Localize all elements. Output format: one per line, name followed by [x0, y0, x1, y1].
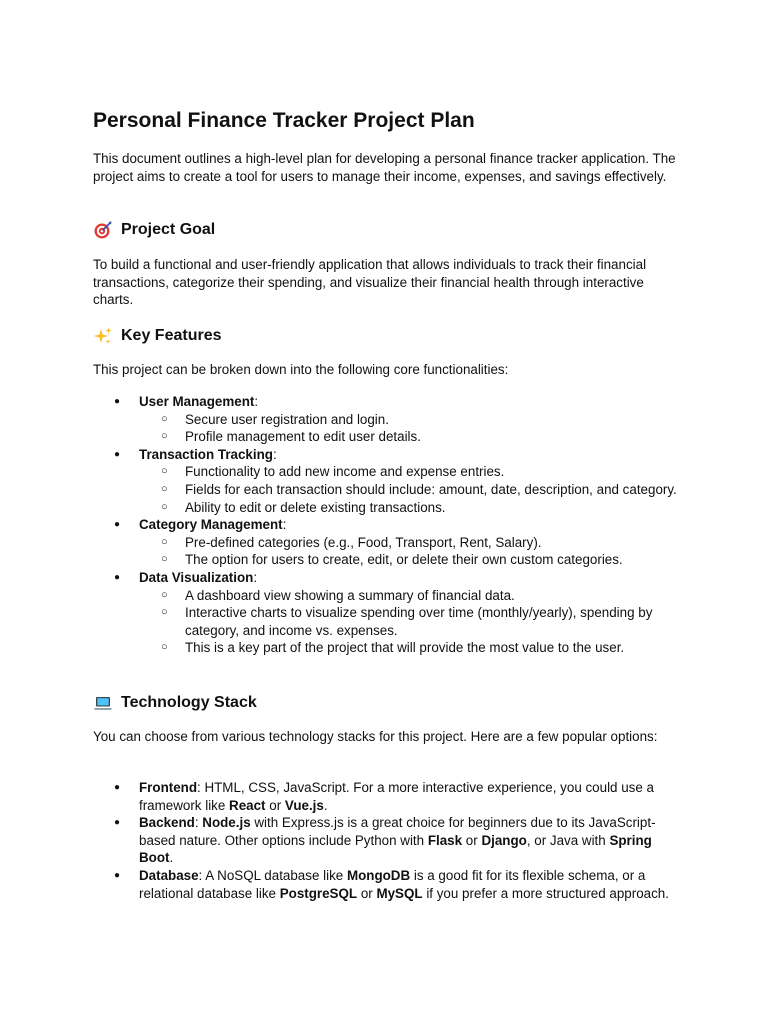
sub-list	[139, 534, 683, 569]
project-goal-heading	[93, 220, 215, 240]
database-label: Database	[139, 867, 199, 883]
database-text: is a good fit for its flexible schema, or a relational database like	[139, 867, 646, 901]
list-item	[93, 516, 683, 569]
sub-list-item: ○ This is a key part of the project that will provide the most value to the user.	[139, 639, 683, 657]
list-item	[93, 446, 683, 516]
frontend-text: .	[323, 797, 328, 813]
flask-label: Flask	[427, 832, 463, 848]
sub-list	[139, 587, 683, 657]
feature-title: User Management	[139, 394, 255, 409]
sub-list	[139, 463, 683, 516]
sub-list-item: ○ The option for users to create, edit, or delete their own custom categories.	[139, 551, 683, 569]
list-item-frontend	[93, 779, 683, 814]
postgresql-label: PostgreSQL	[279, 885, 358, 901]
feature-separator: :	[272, 446, 277, 462]
intro-paragraph: This document outlines a high-level plan for developing a personal finance tracker application. The project aims to create a tool for users to manage their income, expenses, and savings effectively.	[93, 151, 676, 184]
mongodb-label: MongoDB	[346, 867, 411, 883]
project-goal-text: To build a functional and user-friendly application that allows individuals to track their financial transactions, categorize their spending, and visualize their financial health through interactive charts.	[93, 257, 647, 308]
sub-list-item: ○ Functionality to add new income and expense entries.	[139, 463, 683, 481]
sub-list-item: ○ Ability to edit or delete existing transactions.	[139, 499, 683, 517]
spring-boot-label: Spring Boot	[139, 832, 652, 866]
feature-title: Transaction Tracking	[139, 446, 273, 462]
sub-list-item: ○ A dashboard view showing a summary of financial data.	[139, 587, 683, 605]
feature-separator: :	[282, 517, 287, 533]
list-item-database	[93, 867, 683, 902]
backend-text: or	[462, 832, 482, 848]
frontend-label: Frontend	[139, 780, 198, 795]
database-text: : A NoSQL database like	[198, 867, 347, 883]
node-label: Node.js	[202, 815, 251, 831]
backend-label: Backend	[139, 815, 195, 831]
page-title: Personal Finance Tracker Project Plan	[93, 109, 475, 132]
key-features-intro: This project can be broken down into the following core functionalities:	[93, 362, 509, 377]
backend-text: .	[169, 850, 174, 866]
feature-separator: :	[254, 394, 259, 409]
sub-list-item: ○ Fields for each transaction should include: amount, date, description, and category.	[139, 481, 683, 499]
technology-stack-label: Technology Stack	[121, 694, 257, 711]
project-goal-label: Project Goal	[121, 221, 216, 238]
vue-label: Vue.js	[284, 797, 324, 813]
list-item	[93, 569, 683, 657]
backend-text: :	[194, 815, 203, 831]
sparkles-icon	[93, 326, 113, 346]
technology-stack-intro: You can choose from various technology stacks for this project. Here are a few popular options:	[93, 729, 658, 744]
features-list	[93, 393, 683, 657]
sub-list	[139, 411, 683, 446]
react-label: React	[229, 797, 266, 813]
key-features-label: Key Features	[121, 327, 222, 344]
laptop-icon	[93, 693, 113, 713]
sub-list-item: ○ Secure user registration and login.	[139, 411, 683, 429]
feature-title: Data Visualization	[139, 569, 254, 585]
mysql-label: MySQL	[376, 885, 423, 901]
feature-separator: :	[253, 569, 258, 585]
key-features-heading	[93, 326, 222, 346]
frontend-text: or	[265, 797, 285, 813]
technology-stack-heading	[93, 693, 257, 713]
sub-list-item: ○ Profile management to edit user details.	[139, 428, 683, 446]
frontend-text: : HTML, CSS, JavaScript. For a more interactive experience, you could use a framework like	[139, 780, 654, 813]
backend-text: , or Java with	[526, 832, 610, 848]
backend-text: with Express.js is a great choice for beginners due to its JavaScript-based nature. Other options include Python with	[139, 815, 656, 848]
list-item-backend	[93, 814, 683, 867]
target-icon	[93, 220, 113, 240]
database-text: or	[357, 885, 377, 901]
sub-list-item: ○ Pre-defined categories (e.g., Food, Transport, Rent, Salary).	[139, 534, 683, 552]
list-item	[93, 393, 683, 446]
database-text: if you prefer a more structured approach.	[422, 885, 669, 901]
django-label: Django	[481, 832, 527, 848]
tech-stack-list	[93, 779, 683, 902]
feature-title: Category Management	[139, 517, 283, 533]
sub-list-item: ○ Interactive charts to visualize spending over time (monthly/yearly), spending by category, and income vs. expenses.	[139, 604, 683, 639]
